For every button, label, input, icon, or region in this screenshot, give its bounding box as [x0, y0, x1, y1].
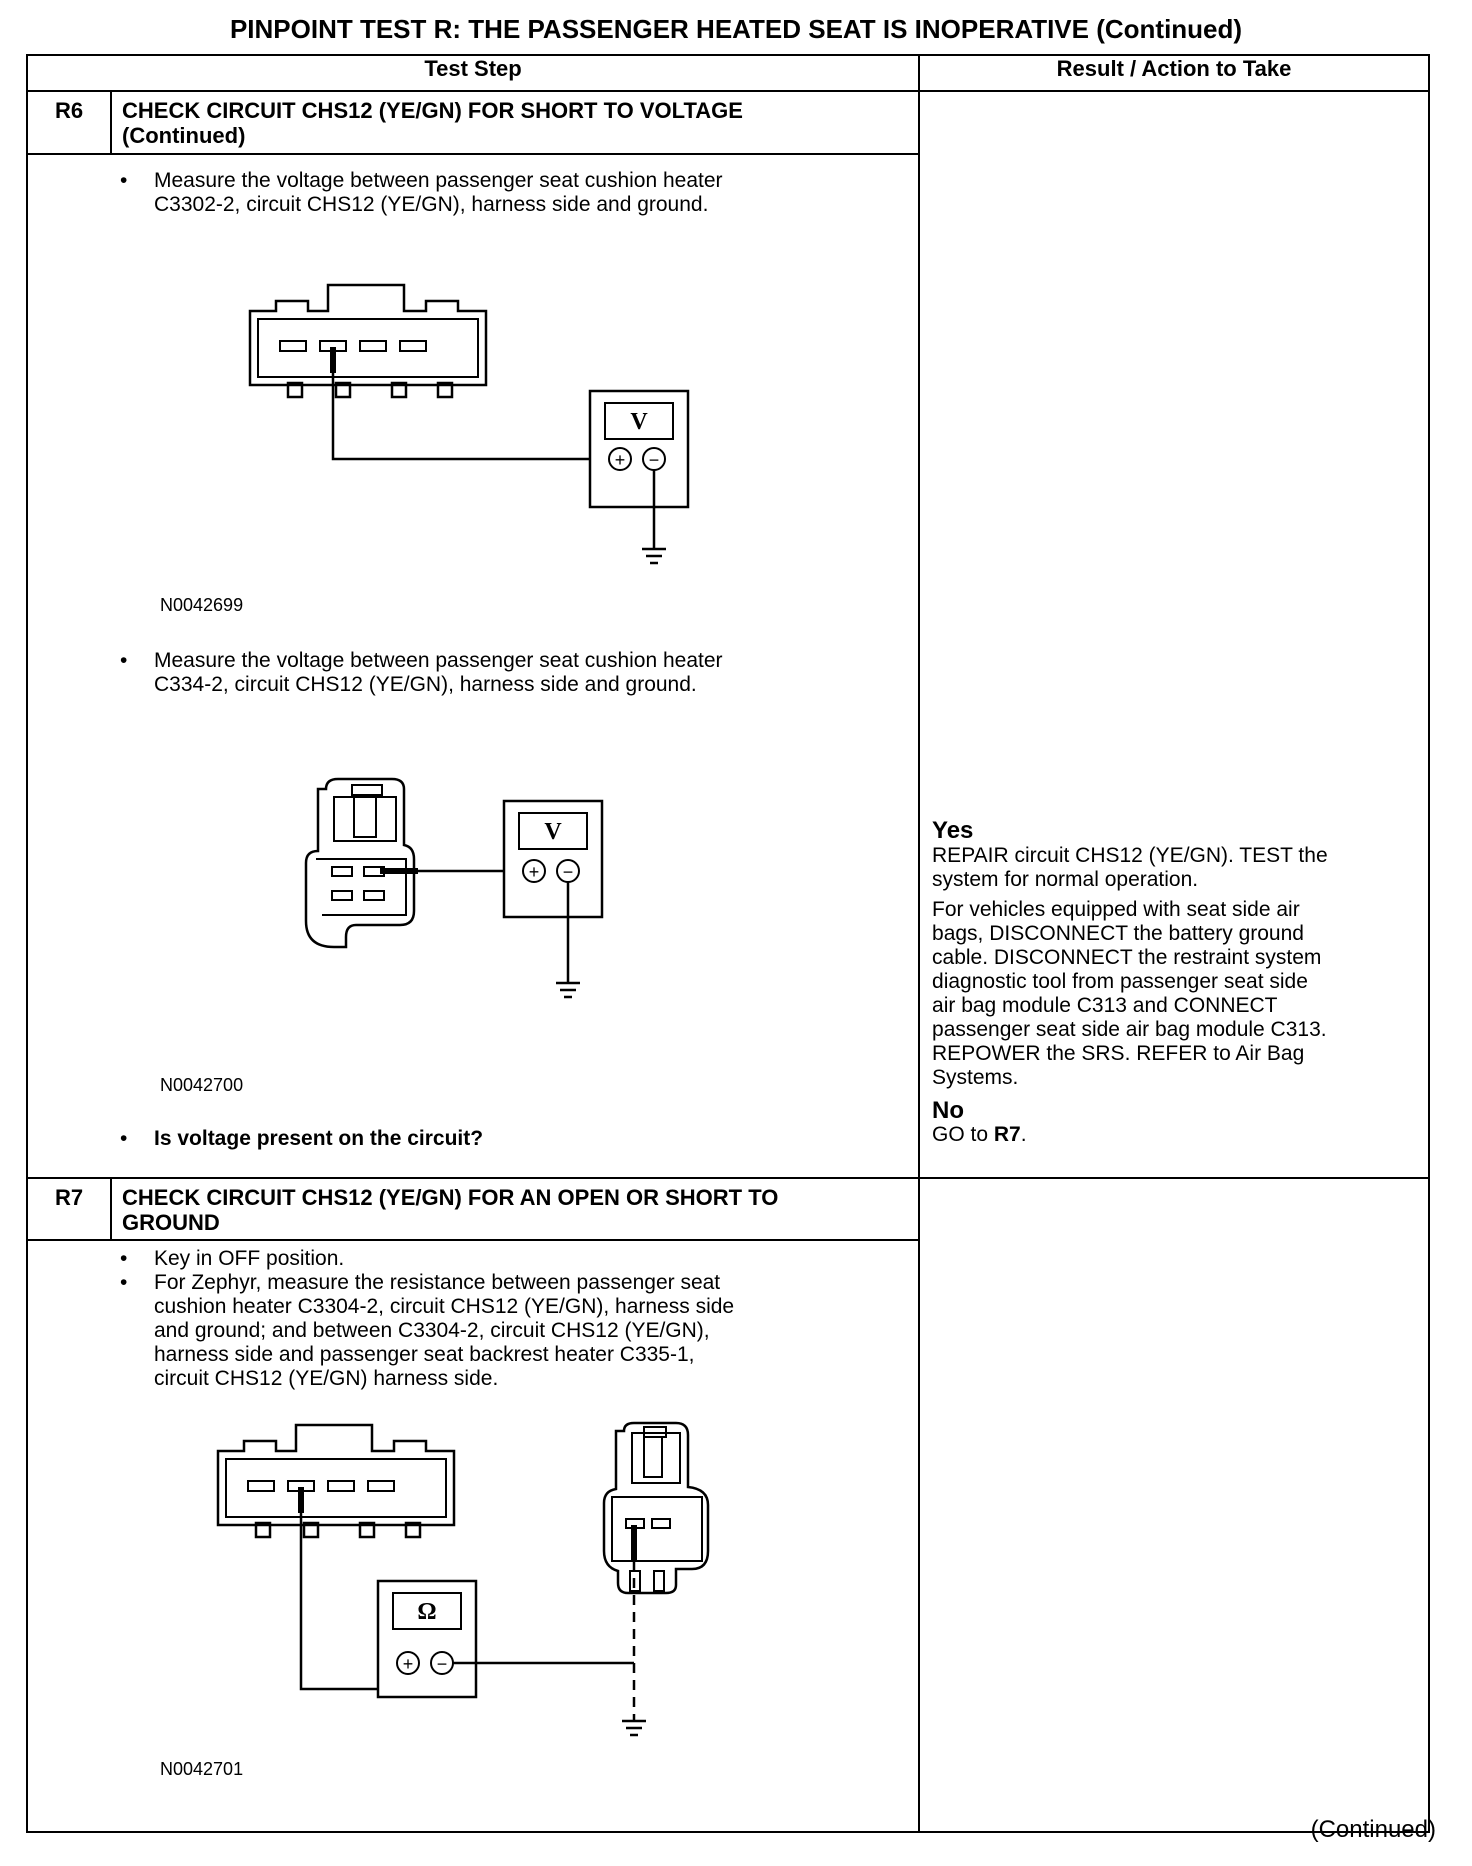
- r7-bullet-2-line-1: For Zephyr, measure the resistance between passenger seat: [154, 1271, 721, 1294]
- r7-bullet-1-text: Key in OFF position.: [154, 1247, 345, 1270]
- r6-yes2-line-3: cable. DISCONNECT the restraint system: [932, 946, 1322, 969]
- plus-terminal: +: [614, 450, 626, 471]
- continued-footer: (Continued): [1310, 1816, 1436, 1843]
- pinpoint-test-table: [26, 54, 1430, 1833]
- meter-symbol: Ω: [417, 1599, 437, 1625]
- r7-title-line1: CHECK CIRCUIT CHS12 (YE/GN) FOR AN OPEN OR SHORT TO: [122, 1185, 779, 1210]
- r6-title-line2: (Continued): [122, 123, 246, 148]
- page-title: PINPOINT TEST R: THE PASSENGER HEATED SEAT IS INOPERATIVE (Continued): [229, 14, 1243, 44]
- connector-outline: [250, 285, 486, 385]
- plus-terminal: +: [402, 1654, 414, 1674]
- r6-yes2-line-7: REPOWER the SRS. REFER to Air Bag: [932, 1042, 1305, 1065]
- r6-title-line1: CHECK CIRCUIT CHS12 (YE/GN) FOR SHORT TO VOLTAGE: [122, 98, 743, 123]
- minus-terminal: −: [436, 1654, 448, 1674]
- r7-bullet-2-line-2: cushion heater C3304-2, circuit CHS12 (YE/GN), harness side: [154, 1295, 735, 1318]
- r7-result-cell: [919, 1178, 1429, 1832]
- r6-no-action: [932, 1123, 1027, 1147]
- r6-yes2-line-8: Systems.: [932, 1066, 1019, 1089]
- r6-yes2-line-6: passenger seat side air bag module C313.: [932, 1018, 1327, 1041]
- figure-n0042700: [298, 775, 678, 1065]
- minus-terminal: −: [562, 862, 574, 883]
- r6-title-row: [27, 91, 1429, 154]
- result-header: Result / Action to Take: [919, 55, 1429, 91]
- table-header-row: [27, 55, 1429, 91]
- r7-step-body: [27, 1240, 919, 1832]
- r6-result-cell: [919, 91, 1429, 1178]
- meter-symbol: V: [630, 409, 648, 436]
- r6-no-label: No: [932, 1097, 965, 1124]
- bullet-dot: •: [120, 1127, 128, 1151]
- r6-yes-label: Yes: [932, 817, 974, 844]
- bullet-dot: •: [120, 649, 128, 673]
- figure-id-3: N0042701: [160, 1759, 244, 1779]
- figure-n0042701: [198, 1421, 758, 1751]
- r6-bullet-1-line-1: Measure the voltage between passenger seat cushion heater: [154, 169, 723, 193]
- test-step-header: Test Step: [27, 55, 919, 91]
- r6-yes2-line-1: For vehicles equipped with seat side air: [932, 898, 1300, 921]
- r6-yes-line-1: REPAIR circuit CHS12 (YE/GN). TEST the: [932, 844, 1328, 867]
- r6-step-title: [111, 91, 919, 154]
- ohmmeter: [378, 1581, 476, 1697]
- r7-title-line2: GROUND: [122, 1210, 220, 1235]
- figure-n0042699: [228, 275, 708, 575]
- bullet-dot: •: [120, 169, 128, 193]
- r6-step-id: R6: [27, 91, 111, 154]
- meter-symbol: V: [544, 819, 562, 846]
- r6-bullet-2-line-1: Measure the voltage between passenger seat cushion heater: [154, 649, 723, 673]
- minus-terminal: −: [648, 450, 660, 471]
- r6-bullet-1-line-2: C3302-2, circuit CHS12 (YE/GN), harness side and ground.: [154, 193, 709, 217]
- r6-question-text: Is voltage present on the circuit?: [154, 1127, 484, 1151]
- r6-yes2-line-5: air bag module C313 and CONNECT: [932, 994, 1278, 1017]
- r7-bullet-2-line-3: and ground; and between C3304-2, circuit CHS12 (YE/GN),: [154, 1319, 710, 1342]
- r7-step-id: R7: [27, 1178, 111, 1240]
- r7-title-row: [27, 1178, 1429, 1240]
- figure-id-1: N0042699: [160, 595, 244, 616]
- r7-step-title: [111, 1178, 919, 1240]
- voltmeter-2: [504, 801, 602, 917]
- r6-yes2-line-4: diagnostic tool from passenger seat side: [932, 970, 1308, 993]
- r6-no-text: GO to: [932, 1123, 994, 1146]
- backrest-connector: [604, 1423, 708, 1593]
- r6-no-target: R7: [993, 1123, 1021, 1146]
- bullet-dot: •: [120, 1271, 128, 1294]
- plus-terminal: +: [528, 862, 540, 883]
- r6-step-body: [27, 154, 919, 1178]
- bullet-dot: •: [120, 1247, 128, 1270]
- voltmeter: [590, 391, 688, 507]
- r6-no-end: .: [1020, 1123, 1027, 1146]
- r6-yes2-line-2: bags, DISCONNECT the battery ground: [932, 922, 1304, 945]
- r7-bullet-2-line-4: harness side and passenger seat backrest heater C335-1,: [154, 1343, 695, 1366]
- figure-id-2: N0042700: [160, 1075, 244, 1096]
- r6-bullet-2-line-2: C334-2, circuit CHS12 (YE/GN), harness side and ground.: [154, 673, 697, 697]
- connector-2-outline: [306, 779, 414, 947]
- r7-bullet-2-line-5: circuit CHS12 (YE/GN) harness side.: [154, 1367, 499, 1390]
- r6-yes-line-2: system for normal operation.: [932, 868, 1199, 891]
- ground-symbol: [622, 1721, 646, 1735]
